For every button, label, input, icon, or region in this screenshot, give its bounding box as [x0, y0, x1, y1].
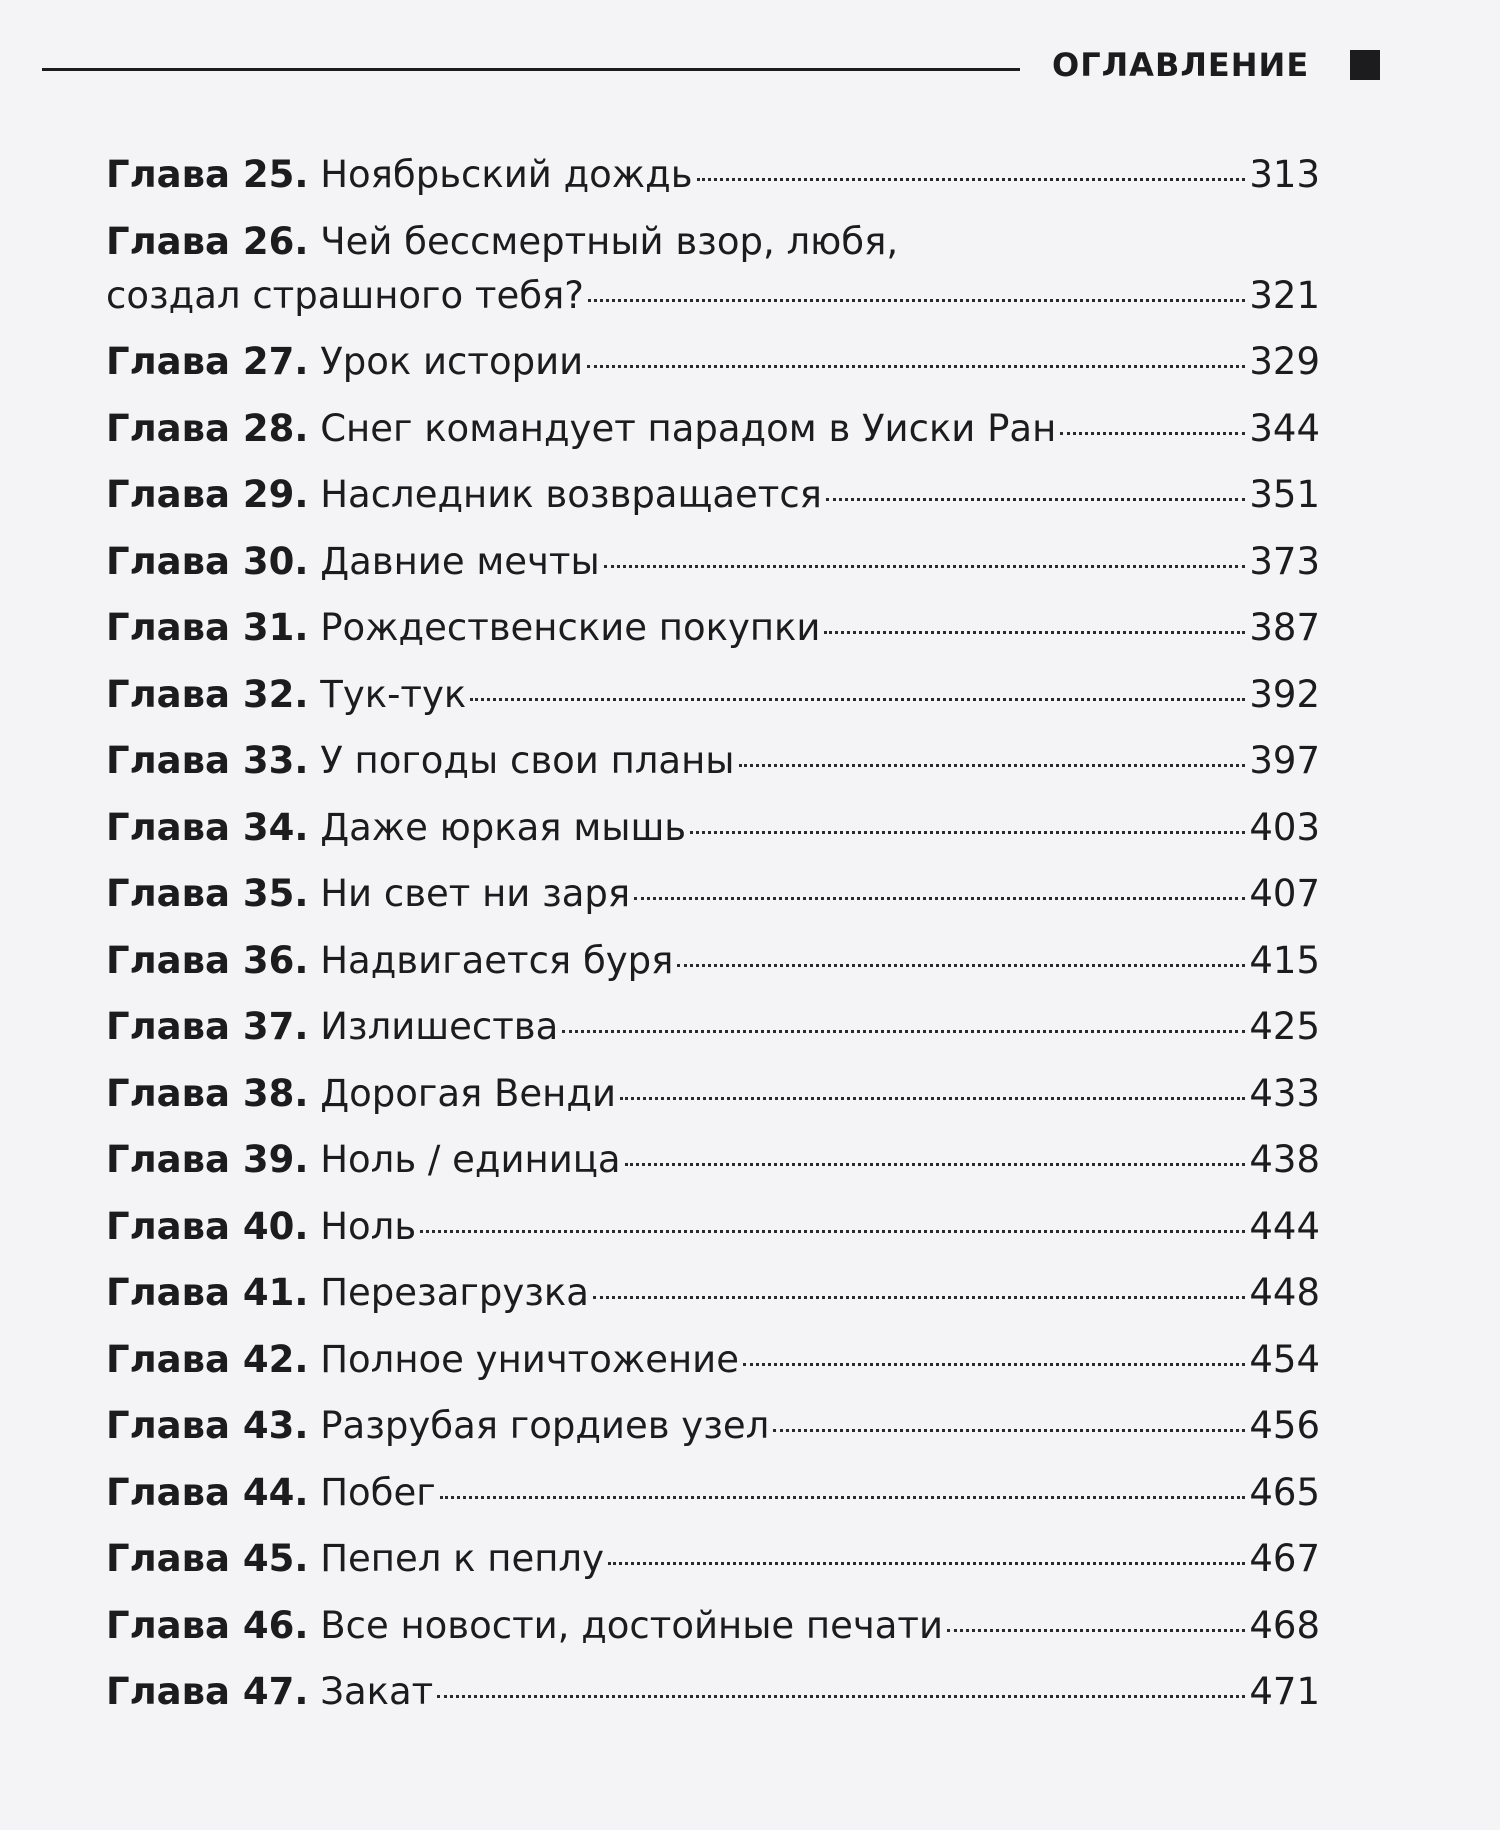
- dot-leader: [588, 298, 1245, 302]
- page-number: 465: [1249, 1470, 1320, 1514]
- chapter-number: Глава 43.: [106, 1404, 309, 1447]
- chapter-title: Рождественские покупки: [320, 606, 821, 649]
- toc-entry-line: [106, 1333, 1320, 1387]
- chapter-number: Глава 46.: [106, 1603, 309, 1647]
- header-title: ОГЛАВЛЕНИЕ: [1052, 46, 1310, 84]
- chapter-title: Тук-тук: [320, 672, 467, 716]
- toc-entry: [106, 734, 1320, 788]
- dot-leader: [620, 1096, 1245, 1100]
- toc-entry: [106, 1466, 1320, 1520]
- toc-entry: [106, 402, 1320, 456]
- chapter-number: Глава 35.: [106, 872, 309, 915]
- toc-entry-line: [106, 934, 1320, 988]
- chapter-title-continued: создал страшного тебя?: [106, 273, 584, 317]
- toc-entry-line: [106, 1200, 1320, 1254]
- page-number: 397: [1249, 739, 1320, 782]
- chapter-title: Урок истории: [320, 340, 584, 383]
- chapter-title: У погоды свои планы: [320, 739, 735, 782]
- dot-leader: [1060, 431, 1245, 435]
- toc-entry: [106, 601, 1320, 655]
- page-number: 444: [1249, 1204, 1320, 1248]
- dot-leader: [470, 697, 1245, 701]
- header-square-icon: [1350, 50, 1380, 80]
- toc-entry-line: [106, 1399, 1320, 1453]
- chapter-number: Глава 29.: [106, 473, 309, 516]
- toc-entry-line: [106, 1000, 1320, 1054]
- chapter-number: Глава 47.: [106, 1670, 309, 1713]
- page-number: 468: [1249, 1603, 1320, 1647]
- chapter-title: Снег командует парадом в Уиски Ран: [320, 406, 1057, 450]
- chapter-number: Глава 33.: [106, 739, 309, 782]
- chapter-title: Разрубая гордиев узел: [320, 1404, 770, 1447]
- chapter-title: Все новости, достойные печати: [320, 1603, 944, 1647]
- toc-entry-line: [106, 402, 1320, 456]
- dot-leader: [587, 364, 1245, 368]
- page-number: 448: [1249, 1271, 1320, 1314]
- toc-entry-line: [106, 335, 1320, 389]
- page-number: 313: [1249, 153, 1320, 196]
- toc-entry: [106, 1532, 1320, 1586]
- chapter-title: Чей бессмертный взор, любя,: [320, 219, 899, 263]
- toc-entry: [106, 668, 1320, 722]
- toc-entry: [106, 535, 1320, 589]
- toc-entry: [106, 1599, 1320, 1653]
- toc-entry-first-line: [106, 215, 1320, 269]
- chapter-number: Глава 28.: [106, 406, 309, 450]
- toc-entry: [106, 934, 1320, 988]
- toc-entry-line: [106, 867, 1320, 921]
- page-number: 456: [1249, 1404, 1320, 1447]
- chapter-title: Ноябрьский дождь: [320, 153, 693, 196]
- toc-entry-line: [106, 1067, 1320, 1121]
- dot-leader: [824, 630, 1245, 634]
- dot-leader: [437, 1694, 1245, 1698]
- chapter-number: Глава 26.: [106, 219, 309, 263]
- chapter-number: Глава 27.: [106, 340, 309, 383]
- toc-entry: [106, 1266, 1320, 1320]
- chapter-number: Глава 36.: [106, 938, 309, 982]
- toc-entry: [106, 1067, 1320, 1121]
- dot-leader: [947, 1628, 1245, 1632]
- page-number: 433: [1249, 1071, 1320, 1115]
- toc-entry-line: [106, 601, 1320, 655]
- header-rule: [42, 68, 1020, 71]
- toc-entry: [106, 801, 1320, 855]
- dot-leader: [440, 1495, 1246, 1499]
- dot-leader: [608, 1561, 1245, 1565]
- toc-entry-line: [106, 535, 1320, 589]
- page-number: 407: [1249, 872, 1320, 915]
- toc-entry-line: [106, 1266, 1320, 1320]
- toc-entry-line: [106, 668, 1320, 722]
- dot-leader: [604, 564, 1246, 568]
- dot-leader: [773, 1428, 1245, 1432]
- chapter-title: Побег: [320, 1470, 436, 1514]
- dot-leader: [739, 763, 1246, 767]
- chapter-title: Надвигается буря: [320, 938, 674, 982]
- chapter-number: Глава 37.: [106, 1005, 309, 1048]
- toc-entry: [106, 1133, 1320, 1187]
- toc-entry-line: [106, 1665, 1320, 1719]
- chapter-number: Глава 38.: [106, 1071, 309, 1115]
- toc-entry-line: [106, 1133, 1320, 1187]
- chapter-title: Пепел к пеплу: [320, 1537, 604, 1580]
- chapter-number: Глава 44.: [106, 1470, 309, 1514]
- page-number: 321: [1249, 273, 1320, 317]
- toc-entry: [106, 215, 1320, 323]
- chapter-number: Глава 32.: [106, 672, 309, 716]
- page-number: 454: [1249, 1337, 1320, 1381]
- dot-leader: [826, 497, 1245, 501]
- toc-entry-line: [106, 801, 1320, 855]
- toc-entry: [106, 468, 1320, 522]
- chapter-title: Полное уничтожение: [320, 1337, 739, 1381]
- dot-leader: [420, 1229, 1245, 1233]
- toc-entry-line: [106, 1599, 1320, 1653]
- toc-entry-line: [106, 269, 1320, 323]
- dot-leader: [677, 963, 1245, 967]
- toc-entry: [106, 1200, 1320, 1254]
- toc-entry: [106, 1399, 1320, 1453]
- toc-entry-line: [106, 1532, 1320, 1586]
- page-number: 344: [1249, 406, 1320, 450]
- page-number: 438: [1249, 1138, 1320, 1181]
- chapter-number: Глава 42.: [106, 1337, 309, 1381]
- dot-leader: [634, 896, 1245, 900]
- chapter-number: Глава 31.: [106, 606, 309, 649]
- chapter-number: Глава 30.: [106, 539, 309, 583]
- chapter-number: Глава 40.: [106, 1204, 309, 1248]
- toc-entry: [106, 1333, 1320, 1387]
- chapter-title: Ноль / единица: [320, 1138, 621, 1181]
- page-number: 392: [1249, 672, 1320, 716]
- page-number: 351: [1249, 473, 1320, 516]
- page-number: 467: [1249, 1537, 1320, 1580]
- chapter-number: Глава 39.: [106, 1138, 309, 1181]
- toc-entry: [106, 1665, 1320, 1719]
- chapter-number: Глава 41.: [106, 1271, 309, 1314]
- chapter-number: Глава 45.: [106, 1537, 309, 1580]
- chapter-title: Излишества: [320, 1005, 559, 1048]
- chapter-number: Глава 34.: [106, 805, 309, 849]
- page-number: 471: [1249, 1670, 1320, 1713]
- chapter-title: Закат: [320, 1670, 434, 1713]
- toc-entry: [106, 335, 1320, 389]
- chapter-title: Перезагрузка: [320, 1271, 589, 1314]
- page-number: 403: [1249, 805, 1320, 849]
- toc-entry-line: [106, 148, 1320, 202]
- toc-entry-line: [106, 468, 1320, 522]
- page-header: [42, 42, 1384, 88]
- toc-entry-line: [106, 1466, 1320, 1520]
- toc-entry: [106, 148, 1320, 202]
- toc-entry: [106, 1000, 1320, 1054]
- page-number: 329: [1249, 340, 1320, 383]
- dot-leader: [697, 177, 1246, 181]
- page-number: 425: [1249, 1005, 1320, 1048]
- chapter-title: Дорогая Венди: [320, 1071, 616, 1115]
- chapter-title: Ноль: [320, 1204, 417, 1248]
- chapter-title: Даже юркая мышь: [320, 805, 687, 849]
- chapter-title: Ни свет ни заря: [320, 872, 631, 915]
- chapter-title: Давние мечты: [320, 539, 600, 583]
- dot-leader: [593, 1295, 1245, 1299]
- page-number: 415: [1249, 938, 1320, 982]
- page-number: 373: [1249, 539, 1320, 583]
- chapter-number: Глава 25.: [106, 153, 309, 196]
- toc-entry-line: [106, 734, 1320, 788]
- page-number: 387: [1249, 606, 1320, 649]
- toc-entry: [106, 867, 1320, 921]
- dot-leader: [690, 830, 1245, 834]
- table-of-contents: [106, 148, 1320, 1732]
- dot-leader: [562, 1029, 1245, 1033]
- dot-leader: [625, 1162, 1246, 1166]
- dot-leader: [743, 1362, 1245, 1366]
- chapter-title: Наследник возвращается: [320, 473, 822, 516]
